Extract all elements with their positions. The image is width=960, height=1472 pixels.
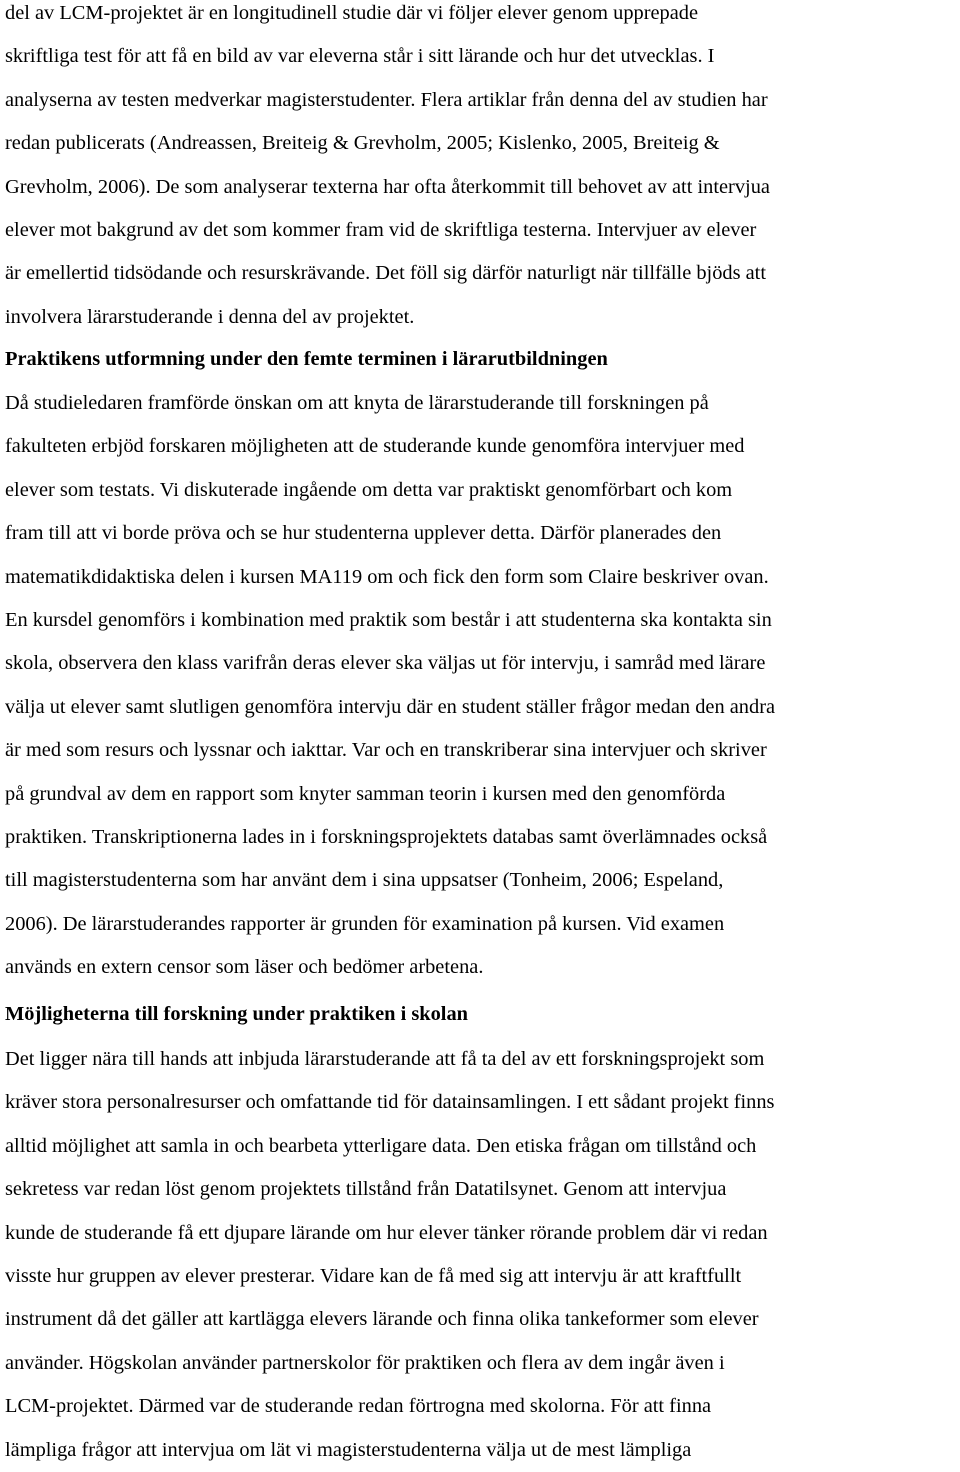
paragraph-praktik (5, 382, 775, 989)
text-line: visste hur gruppen av elever presterar. Vidare kan de få med sig att intervju är att kraftfullt (5, 1264, 742, 1287)
text-line: Grevholm, 2006). De som analyserar texterna har ofta återkommit till behovet av att intervjua (5, 175, 770, 198)
text-line: välja ut elever samt slutligen genomföra intervju där en student ställer frågor medan den andra (5, 695, 776, 718)
text-line: redan publicerats (Andreassen, Breiteig & Grevholm, 2005; Kislenko, 2005, Breiteig & (5, 132, 720, 155)
text-line: Det ligger nära till hands att inbjuda lärarstuderande att få ta del av ett forskningsprojekt som (5, 1048, 765, 1070)
text-line: kunde de studerande få ett djupare lärande om hur elever tänker rörande problem där vi redan (5, 1221, 768, 1244)
text-line: del av LCM-projektet är en longitudinell studie där vi följer elever genom upprepade (5, 2, 699, 24)
text-line: instrument då det gäller att kartlägga elevers lärande och finna olika tankeformer som elever (5, 1308, 759, 1331)
text-line: är emellertid tidsödande och resurskrävande. Det föll sig därför naturligt när tillfälle bjöds att (5, 262, 767, 285)
text-line: på grundval av dem en rapport som knyter samman teorin i kursen med den genomförda (5, 782, 726, 805)
text-line: alltid möjlighet att samla in och bearbeta ytterligare data. Den etiska frågan om tillstånd och (5, 1134, 757, 1157)
text-line: använder. Högskolan använder partnerskolor för praktiken och flera av dem ingår även i (5, 1351, 725, 1374)
text-line: 2006). De lärarstuderandes rapporter är grunden för examination på kursen. Vid examen (5, 912, 725, 935)
text-line: sekretess var redan löst genom projektets tillstånd från Datatilsynet. Genom att intervjua (5, 1178, 727, 1201)
paragraph-forskning (5, 1038, 775, 1472)
text-line: En kursdel genomförs i kombination med praktik som består i att studenterna ska kontakta sin (5, 608, 772, 631)
text-line: skriftliga test för att få en bild av var eleverna står i sitt lärande och hur det utvecklas. I (5, 45, 715, 68)
text-line: kräver stora personalresurser och omfattande tid för datainsamlingen. I ett sådant projekt finns (5, 1091, 775, 1114)
text-line: fakulteten erbjöd forskaren möjligheten att de studerande kunde genomföra intervjuer med (5, 435, 745, 458)
text-line: lämpliga frågor att intervjua om lät vi magisterstudenterna välja ut de mest lämpliga (5, 1438, 692, 1461)
text-line: är med som resurs och lyssnar och iakttar. Var och en transkriberar sina intervjuer och skriver (5, 739, 767, 762)
paragraph-lcm-project (5, 0, 770, 339)
text-line: analyserna av testen medverkar magisterstudenter. Flera artiklar från denna del av studien har (5, 88, 768, 111)
text-line: matematikdidaktiska delen i kursen MA119 om och fick den form som Claire beskriver ovan. (5, 565, 769, 588)
text-line: involvera lärarstuderande i denna del av projektet. (5, 305, 415, 328)
text-line: elever mot bakgrund av det som kommer fram vid de skriftliga testerna. Intervjuer av elever (5, 218, 757, 241)
text-line: fram till att vi borde pröva och se hur studenterna upplever detta. Därför planerades den (5, 522, 722, 545)
text-line: skola, observera den klass varifrån deras elever ska väljas ut för intervju, i samråd med lärare (5, 652, 766, 675)
text-line: praktiken. Transkriptionerna lades in i forskningsprojektets databas samt överlämnades också (5, 825, 768, 848)
text-line: elever som testats. Vi diskuterade ingående om detta var praktiskt genomförbart och kom (5, 478, 733, 501)
text-line: LCM-projektet. Därmed var de studerande redan förtrogna med skolorna. För att finna (5, 1395, 712, 1418)
section-heading-mojligheterna: Möjligheterna till forskning under praktiken i skolan (5, 1003, 469, 1025)
section-heading-praktikens-utformning: Praktikens utformning under den femte terminen i lärarutbildningen (5, 348, 608, 370)
text-line: Då studieledaren framförde önskan om att knyta de lärarstuderande till forskningen på (5, 392, 709, 414)
text-line: till magisterstudenterna som har använt dem i sina uppsatser (Tonheim, 2006; Espeland, (5, 869, 724, 892)
text-line: används en extern censor som läser och bedömer arbetena. (5, 956, 484, 979)
